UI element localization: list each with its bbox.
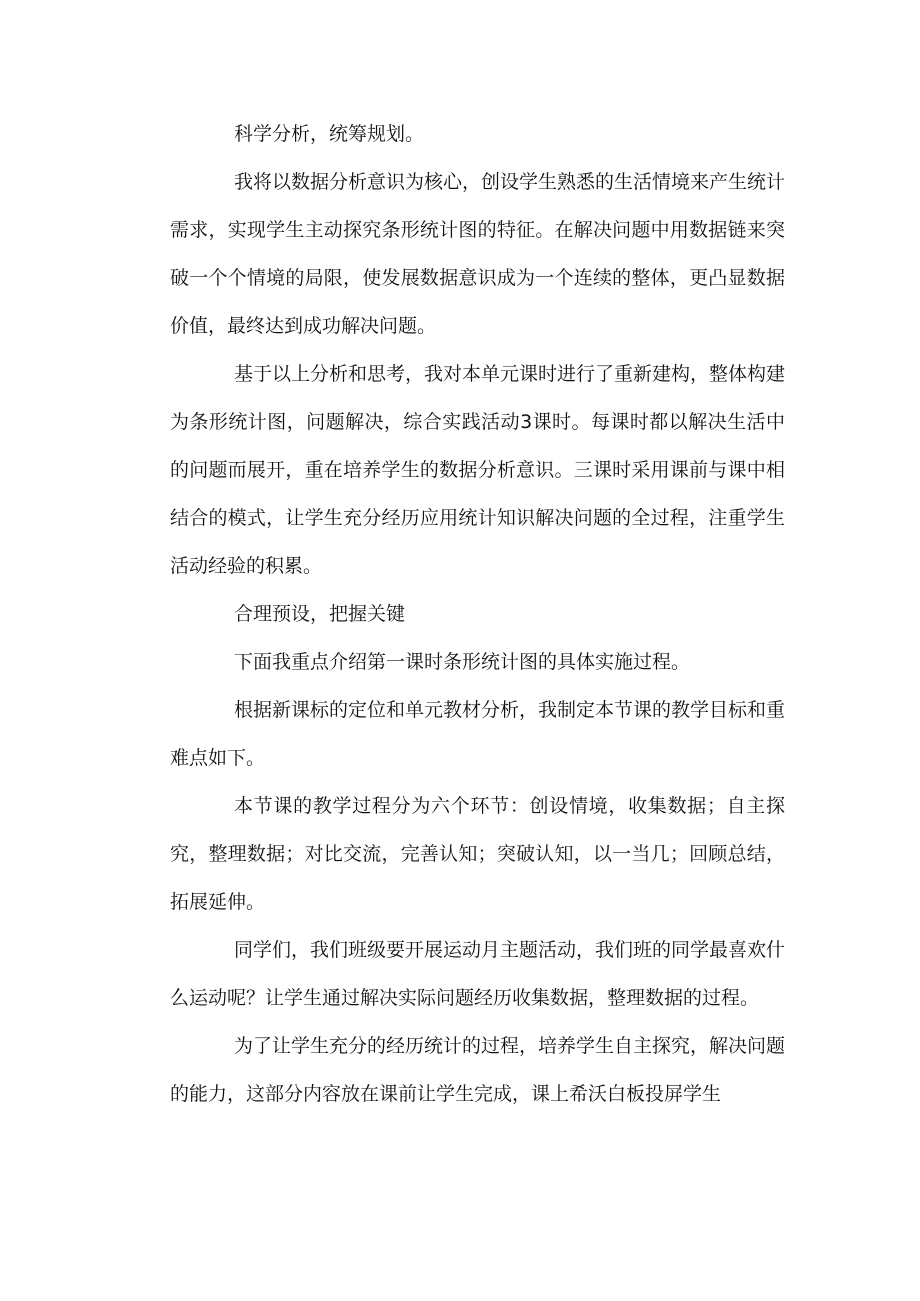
paragraph-2: 我将以数据分析意识为核心，创设学生熟悉的生活情境来产生统计需求，实现学生主动探究条形统计图的特征。在解决问题中用数据链来突破一个个情境的局限，使发展数据意识成为一个连续的整体，更凸显数据价值，最终达到成功解决问题。: [170, 171, 786, 337]
paragraph-8: 同学们，我们班级要开展运动月主题活动，我们班的同学最喜欢什么运动呢？让学生通过解决实际问题经历收集数据，整理数据的过程。: [170, 939, 786, 1009]
paragraph-3: 基于以上分析和思考，我对本单元课时进行了重新建构，整体构建为条形统计图，问题解决，综合实践活动3课时。每课时都以解决生活中的问题而展开，重在培养学生的数据分析意识。三课时采用课前与课中相结合的模式，让学生充分经历应用统计知识解决问题的全过程，注重学生活动经验的积累。: [170, 363, 786, 577]
paragraph-5: 下面我重点介绍第一课时条形统计图的具体实施过程。: [234, 651, 691, 673]
paragraph-6: 根据新课标的定位和单元教材分析，我制定本节课的教学目标和重难点如下。: [170, 699, 786, 769]
paragraph-9: 为了让学生充分的经历统计的过程，培养学生自主探究，解决问题的能力，这部分内容放在课前让学生完成，课上希沃白板投屏学生: [170, 1035, 786, 1105]
document-body: [170, 110, 785, 1118]
paragraph-1: 科学分析，统筹规划。: [234, 123, 425, 145]
paragraph-7: 本节课的教学过程分为六个环节：创设情境，收集数据；自主探究，整理数据；对比交流，完善认知；突破认知，以一当几；回顾总结，拓展延伸。: [170, 795, 785, 913]
paragraph-4: 合理预设，把握关键: [234, 603, 406, 625]
